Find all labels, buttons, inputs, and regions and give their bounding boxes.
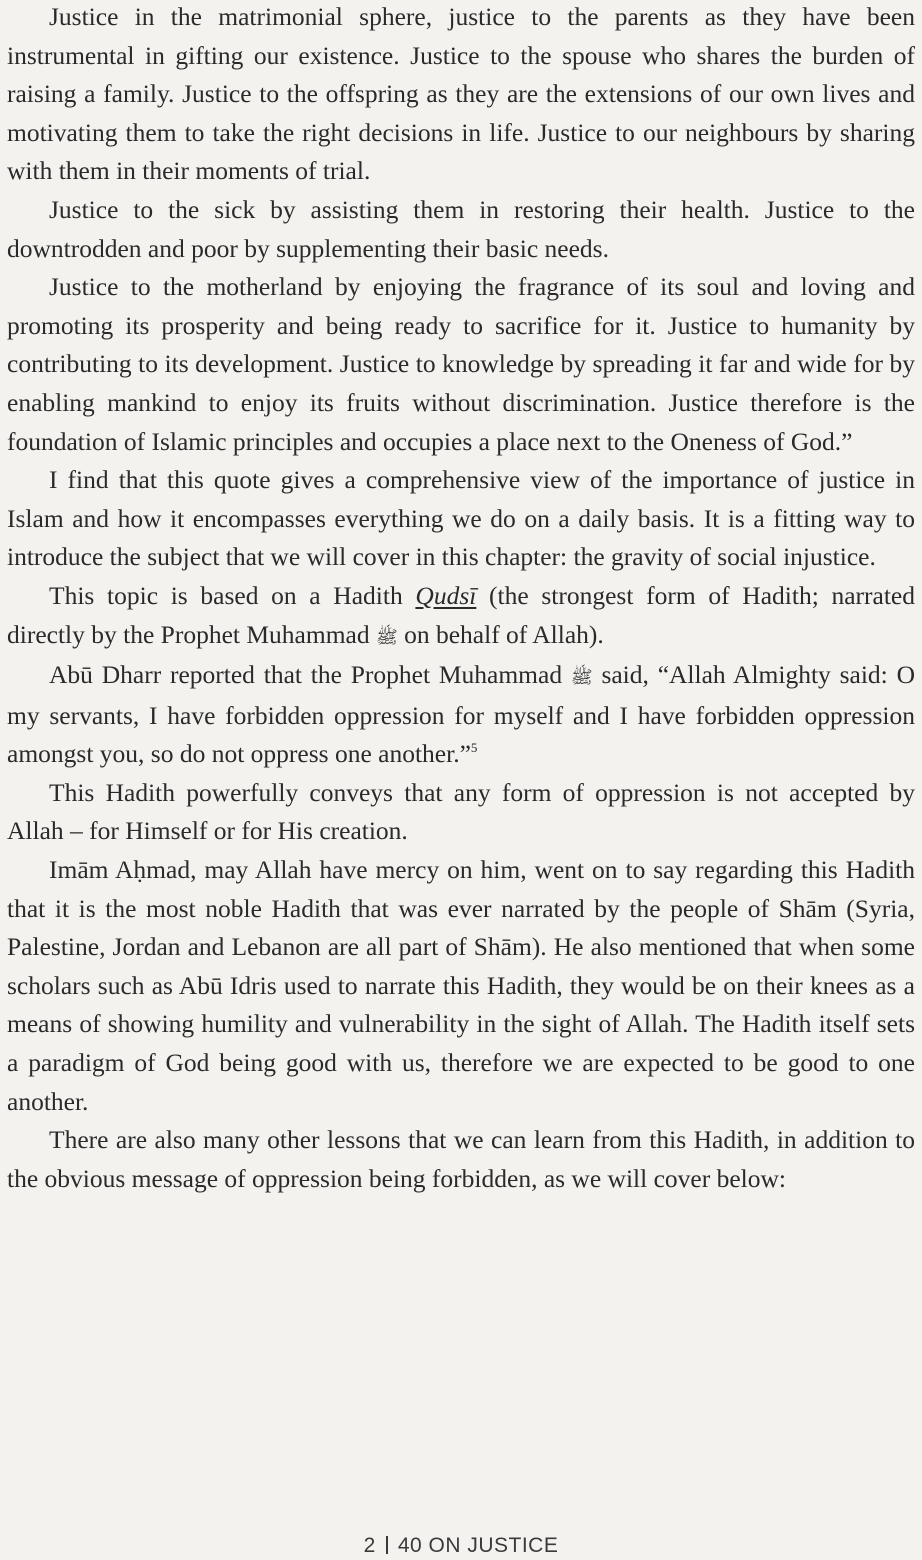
paragraph-5-text-a: This topic is based on a Hadith [49, 580, 416, 610]
footer-separator [386, 1536, 388, 1554]
book-title: 40 ON JUSTICE [397, 1534, 559, 1557]
footnote-marker: 5 [470, 740, 478, 756]
paragraph-2: Justice to the sick by assisting them in restoring their health. Justice to the downtrodden and poor by supplementing their basic needs. [7, 194, 915, 263]
page-footer [0, 1534, 922, 1558]
paragraph-5 [7, 577, 915, 656]
page-number: 2 [363, 1534, 376, 1557]
paragraph-8: Imām Aḥmad, may Allah have mercy on him, went on to say regarding this Hadith that it is the most noble Hadith that was ever narrated by the people of Shām (Syria, Palestine, Jordan and Lebanon are all part of Shām). He also mentioned that when some scholars such as Abū Idris used to narrate this Hadith, they would be on their knees as a means of showing humility and vulnerability in the sight of Allah. The Hadith itself sets a paradigm of God being good with us, therefore we are expected to be good to one another. [7, 855, 915, 1116]
paragraph-7: This Hadith powerfully conveys that any form of oppression is not accepted by Allah – for Himself or for His creation. [7, 777, 915, 846]
paragraph-5-text-b: (the strongest form of Hadith; narrated directly by the Prophet Muhammad [7, 580, 915, 649]
salutation-symbol: ﷺ [570, 667, 593, 688]
paragraph-6-text-b: said, “Allah Almighty said: O my servants, I have forbidden oppression for myself and I have forbidden oppression amongst you, so do not oppress one another.” [7, 660, 915, 769]
paragraph-1: Justice in the matrimonial sphere, justice to the parents as they have been instrumental in gifting our existence. Justice to the spouse who shares the burden of raising a family. Justice to the offspring as they are the extensions of our own lives and motivating them to take the right decisions in life. Justice to our neighbours by sharing with them in their moments of trial. [7, 2, 915, 186]
qudsi-term: Qudsī [415, 580, 477, 610]
paragraph-3: Justice to the motherland by enjoying the fragrance of its soul and loving and promoting its prosperity and being ready to sacrifice for it. Justice to humanity by contributing to its development. Justice to knowledge by spreading it far and wide for by enabling mankind to enjoy its fruits without discrimination. Justice therefore is the foundation of Islamic principles and occupies a place next to the Oneness of God.” [7, 272, 915, 456]
paragraph-6-text-a: Abū Dharr reported that the Prophet Muhammad [49, 660, 571, 690]
paragraph-4: I find that this quote gives a comprehensive view of the importance of justice in Islam and how it encompasses everything we do on a daily basis. It is a fitting way to introduce the subject that we will cover in this chapter: the gravity of social injustice. [7, 465, 915, 572]
paragraph-6 [7, 656, 915, 774]
paragraph-5-text-c: on behalf of Allah). [397, 619, 604, 649]
page-body [7, 0, 915, 1198]
paragraph-9: There are also many other lessons that we can learn from this Hadith, in addition to the obvious message of oppression being forbidden, as we will cover below: [7, 1125, 915, 1193]
salutation-symbol: ﷺ [375, 626, 398, 647]
